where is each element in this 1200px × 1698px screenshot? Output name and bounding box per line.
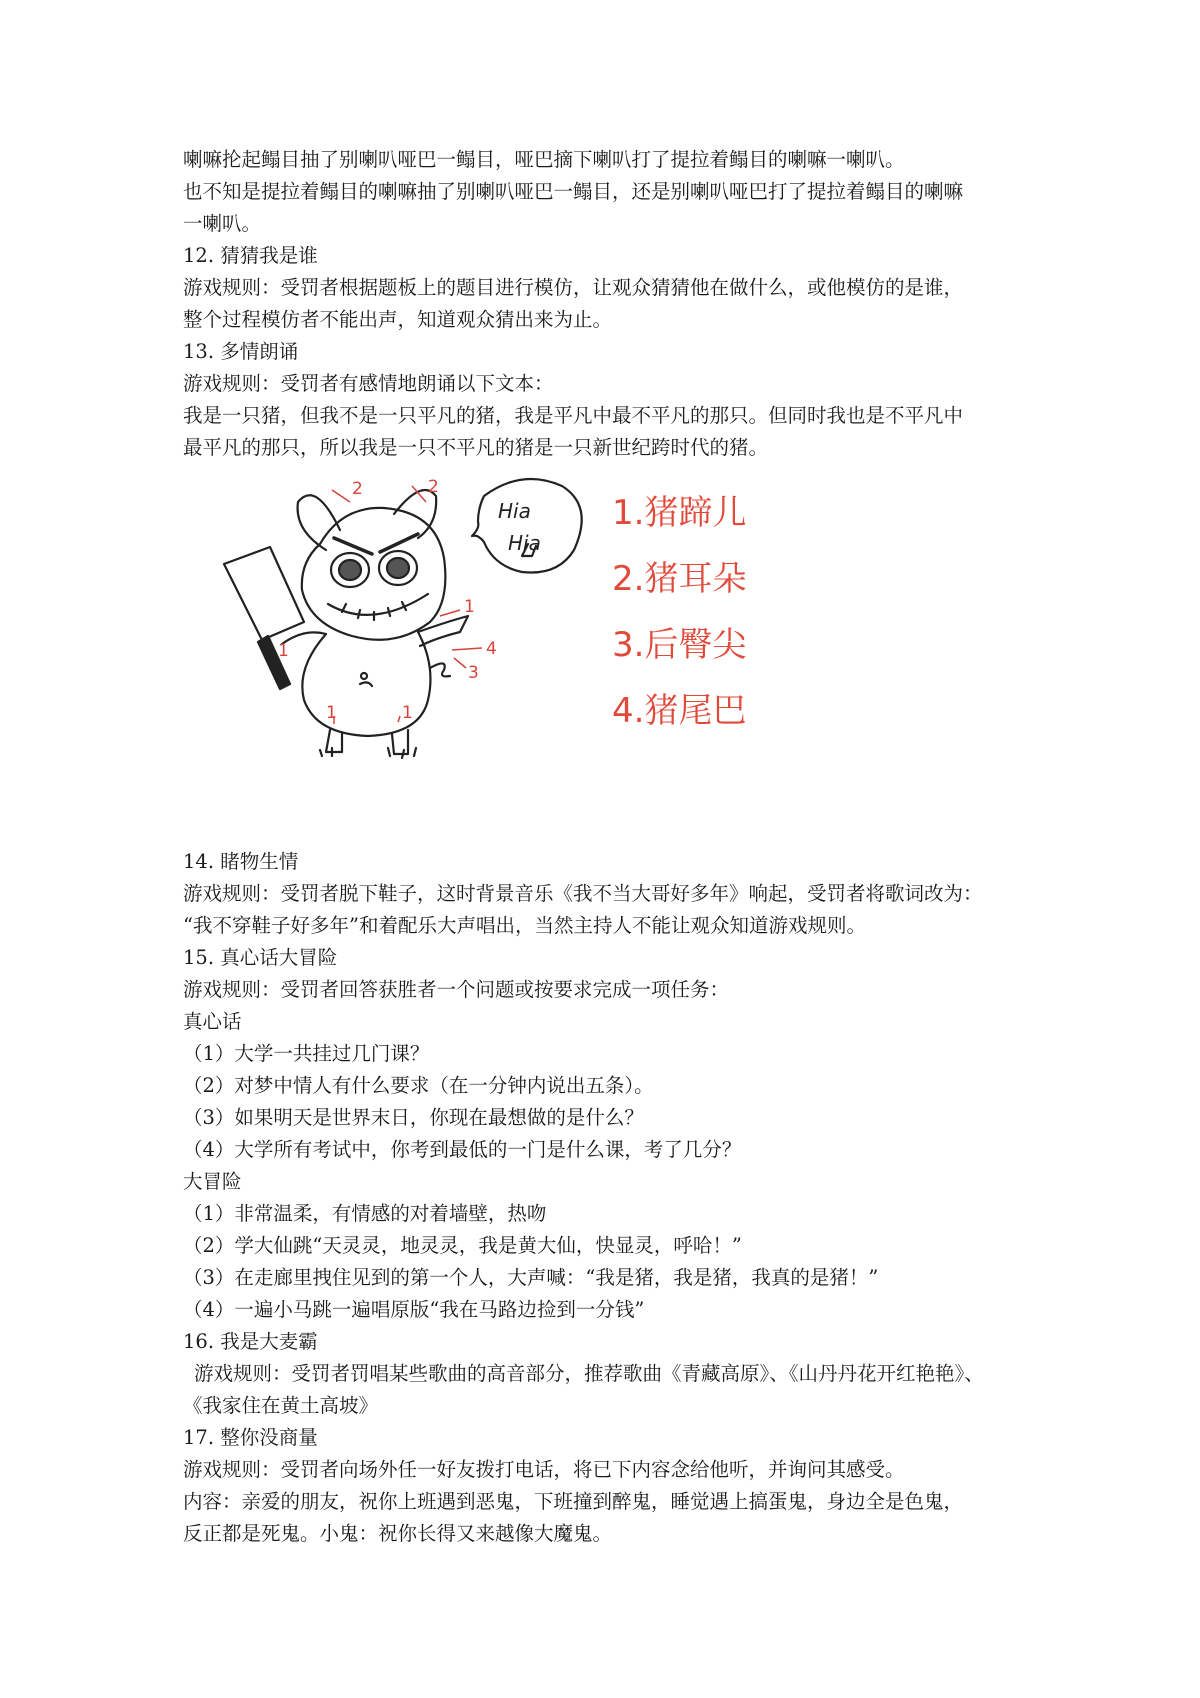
pig-ear-left	[298, 495, 340, 550]
text-line: 我是一只猪，但我不是一只平凡的猪，我是平凡中最不平凡的那只。但同时我也是不平凡中	[183, 404, 964, 427]
list-item: （3）在走廊里拽住见到的第一个人，大声喊：“我是猪，我是猪，我真的是猪！”	[183, 1266, 879, 1289]
pig-illustration	[222, 472, 862, 830]
text-line: 内容：亲爱的朋友，祝你上班遇到恶鬼，下班撞到醉鬼，睡觉遇上搞蛋鬼，身边全是色鬼，	[183, 1490, 964, 1513]
text-line: 反正都是死鬼。小鬼：祝你长得又来越像大魔鬼。	[183, 1522, 613, 1545]
pig-mouth	[328, 594, 428, 620]
marker-number: 2	[428, 477, 439, 497]
text-line: 游戏规则：受罚者向场外任一好友拨打电话，将已下内容念给他听，并询问其感受。	[183, 1458, 905, 1481]
text-block-bottom	[183, 846, 1033, 1550]
cut-label: 4.猪尾巴	[612, 691, 747, 731]
pig-tail	[430, 663, 450, 676]
cut-labels	[612, 493, 746, 731]
pig-drawing	[222, 472, 862, 830]
text-block-top	[183, 144, 1033, 464]
section-heading-15: 15. 真心话大冒险	[183, 946, 338, 969]
text-line: 整个过程模仿者不能出声，知道观众猜出来为止。	[183, 308, 613, 331]
text-line: 游戏规则：受罚者罚唱某些歌曲的高音部分，推荐歌曲《青藏高原》、《山丹丹花开红艳艳》、	[194, 1362, 984, 1385]
list-item: （3）如果明天是世界末日，你现在最想做的是什么？	[183, 1106, 644, 1129]
marker-number: 1	[464, 597, 475, 617]
subheading-truth: 真心话	[183, 1010, 242, 1033]
marker-number: 1	[326, 703, 337, 723]
subheading-dare: 大冒险	[183, 1170, 242, 1193]
marker-number: 3	[468, 663, 479, 683]
text-line: 一喇叭。	[183, 212, 262, 235]
text-line: 游戏规则：受罚者根据题板上的题目进行模仿，让观众猜猜他在做什么，或他模仿的是谁，	[183, 276, 964, 299]
list-item: （1）非常温柔，有情感的对着墙壁，热吻	[183, 1202, 547, 1225]
list-item: （4）大学所有考试中，你考到最低的一门是什么课，考了几分？	[183, 1138, 742, 1161]
marker-number: 4	[486, 639, 497, 659]
marker-number: 1	[278, 641, 289, 661]
marker-number: 1	[402, 703, 413, 723]
text-line: 游戏规则：受罚者有感情地朗诵以下文本：	[183, 372, 554, 395]
text-line: 喇嘛抡起鳎目抽了别喇叭哑巴一鳎目，哑巴摘下喇叭打了提拉着鳎目的喇嘛一喇叭。	[183, 148, 905, 171]
list-item: （2）对梦中情人有什么要求（在一分钟内说出五条）。	[183, 1074, 654, 1097]
text-line: “我不穿鞋子好多年”和着配乐大声唱出，当然主持人不能让观众知道游戏规则。	[183, 914, 866, 937]
speech-text: Hia	[508, 531, 541, 555]
list-item: （2）学大仙跳“天灵灵，地灵灵，我是黄大仙，快显灵，呼哈！”	[183, 1234, 742, 1257]
section-heading-13: 13. 多情朗诵	[183, 340, 299, 363]
marker-labels	[278, 477, 497, 723]
section-heading-16: 16. 我是大麦霸	[183, 1330, 318, 1353]
list-item: （4）一遍小马跳一遍唱原版“我在马路边捡到一分钱”	[183, 1298, 645, 1321]
cut-label: 2.猪耳朵	[612, 559, 747, 599]
list-item: （1）大学一共挂过几门课？	[183, 1042, 430, 1065]
speech-text: Hia	[498, 499, 531, 523]
pig-ear-right	[394, 490, 436, 538]
cleaver	[224, 547, 304, 689]
section-heading-14: 14. 睹物生情	[183, 850, 299, 873]
marker-number: 2	[352, 479, 363, 499]
text-line: 也不知是提拉着鳎目的喇嘛抽了别喇叭哑巴一鳎目，还是别喇叭哑巴打了提拉着鳎目的喇嘛	[183, 180, 964, 203]
text-line: 《我家住在黄土高坡》	[183, 1394, 379, 1417]
text-line: 游戏规则：受罚者回答获胜者一个问题或按要求完成一项任务：	[183, 978, 730, 1001]
text-line: 游戏规则：受罚者脱下鞋子，这时背景音乐《我不当大哥好多年》响起，受罚者将歌词改为：	[183, 882, 983, 905]
section-heading-17: 17. 整你没商量	[183, 1426, 318, 1449]
text-line: 最平凡的那只，所以我是一只不平凡的猪是一只新世纪跨时代的猪。	[183, 436, 769, 459]
cut-label: 1.猪蹄儿	[612, 493, 747, 533]
speech-bubble	[472, 479, 582, 573]
section-heading-12: 12. 猜猜我是谁	[183, 244, 318, 267]
cut-label: 3.后臀尖	[612, 625, 747, 665]
